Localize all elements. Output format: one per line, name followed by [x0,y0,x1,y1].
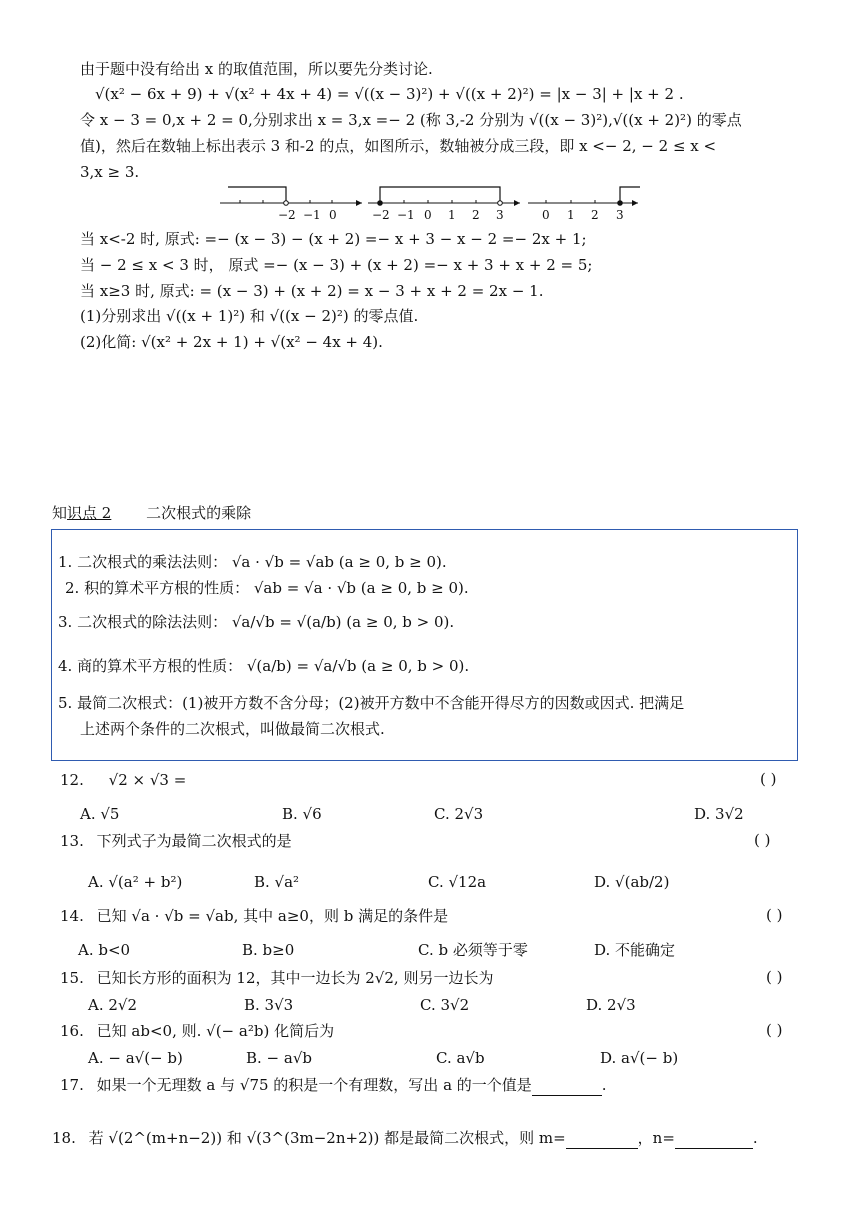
option-c[interactable]: C. b 必须等于零 [418,941,528,959]
section-title-suffix: 二次根式的乘除 [146,504,252,522]
intro-line-3c: 3,x ≥ 3. [80,163,140,181]
rule-3: 3. 二次根式的除法法则： √a/√b = √(a/b) (a ≥ 0, b > 0). [58,613,455,631]
option-d[interactable]: D. a√(− b) [600,1049,679,1067]
answer-blank[interactable] [532,1075,602,1096]
question-18 [52,1128,758,1149]
rule-1: 1. 二次根式的乘法法则： √a · √b = √ab (a ≥ 0, b ≥ 0). [58,553,447,571]
question-stem: 如果一个无理数 a 与 √75 的积是一个有理数，写出 a 的一个值是 [96,1076,532,1094]
option-a[interactable]: A. 2√2 [88,996,138,1014]
intro-line-3a: 令 x − 3 = 0,x + 2 = 0,分别求出 x = 3,x =− 2 (称 3,-2 分别为 √((x − 3)²),√((x + 2)²) 的零点 [80,111,742,129]
rule-4: 4. 商的算术平方根的性质： √(a/b) = √a/√b (a ≥ 0, b > 0). [58,657,470,675]
question-stem: 已知 √a · √b = √ab, 其中 a≥0，则 b 满足的条件是 [96,907,449,925]
exercise-q1: (1)分别求出 √((x + 1)²) 和 √((x − 2)²) 的零点值. [80,307,419,325]
intro-line-2: √(x² − 6x + 9) + √(x² + 4x + 4) = √((x − 3)²) + √((x + 2)²) = |x − 3| + |x + 2 . [95,85,684,103]
number-line-a [220,187,362,222]
option-a[interactable]: A. √(a² + b²) [88,873,183,891]
option-d[interactable]: D. 3√2 [694,805,744,823]
question-17 [60,1075,607,1096]
intro-line-3b: 值)，然后在数轴上标出表示 3 和-2 的点，如图所示，数轴被分成三段，即 x <− 2, − 2 ≤ x < [80,137,717,155]
tick-label: 2 [472,208,480,222]
option-c[interactable]: C. 3√2 [420,996,470,1014]
number-line-figure [220,182,660,224]
tick-label: 1 [567,208,575,222]
option-b[interactable]: B. b≥0 [242,941,295,959]
option-a[interactable]: A. √5 [80,805,120,823]
number-line-c [528,187,640,222]
number-line-b [368,187,520,222]
question-15 [60,968,493,988]
option-a[interactable]: A. b<0 [78,941,131,959]
question-number: 17. [60,1076,84,1094]
answer-blank-m[interactable] [566,1128,638,1149]
question-number: 15. [60,969,84,987]
question-16 [60,1021,334,1041]
question-number: 14. [60,907,84,925]
exercise-q2: (2)化简: √(x² + 2x + 1) + √(x² − 4x + 4). [80,333,383,351]
answer-paren[interactable]: ( ) [766,1021,783,1039]
answer-paren[interactable]: ( ) [766,968,783,986]
question-tail: . [752,1129,758,1147]
option-b[interactable]: B. √6 [282,805,322,823]
tick-label: 1 [448,208,456,222]
question-tail: . [601,1076,607,1094]
answer-paren[interactable]: ( ) [760,770,777,788]
tick-label: −2 [278,208,296,222]
option-c[interactable]: C. a√b [436,1049,485,1067]
rule-5: 5. 最简二次根式：(1)被开方数不含分母；(2)被开方数中不含能开得尽方的因数或因式. 把满足 [58,694,685,712]
option-d[interactable]: D. 不能确定 [594,941,676,959]
option-c[interactable]: C. 2√3 [434,805,484,823]
question-14 [60,906,448,926]
section-title-underlined: 识点 2 [67,504,112,522]
tick-label: 3 [616,208,624,222]
option-c[interactable]: C. √12a [428,873,487,891]
question-stem: √2 × √3 = [108,771,187,789]
tick-label: −2 [372,208,390,222]
question-number: 18. [52,1129,76,1147]
tick-label: 0 [424,208,432,222]
tick-label: −1 [303,208,321,222]
option-b[interactable]: B. − a√b [246,1049,312,1067]
question-number: 12. [60,771,84,789]
option-d[interactable]: D. √(ab/2) [594,873,670,891]
question-stem: 已知 ab<0, 则. √(− a²b) 化简后为 [96,1022,335,1040]
case-2: 当 − 2 ≤ x < 3 时， 原式 =− (x − 3) + (x + 2) =− x + 3 + x + 2 = 5; [80,256,593,274]
option-a[interactable]: A. − a√(− b) [88,1049,183,1067]
question-number: 16. [60,1022,84,1040]
question-stem: 已知长方形的面积为 12，其中一边长为 2√2, 则另一边长为 [96,969,494,987]
question-stem: 若 √(2^(m+n−2)) 和 √(3^(3m−2n+2)) 都是最简二次根式，则 m= [88,1129,566,1147]
question-12 [60,770,186,790]
tick-label: −1 [397,208,415,222]
intro-line-1: 由于题中没有给出 x 的取值范围，所以要先分类讨论. [80,60,433,78]
case-3: 当 x≥3 时, 原式: = (x − 3) + (x + 2) = x − 3 + x + 2 = 2x − 1. [80,282,544,300]
section-title-prefix: 知 [52,504,68,522]
option-b[interactable]: B. 3√3 [244,996,294,1014]
question-number: 13. [60,832,84,850]
option-d[interactable]: D. 2√3 [586,996,636,1014]
rule-2: 2. 积的算术平方根的性质： √ab = √a · √b (a ≥ 0, b ≥ 0). [65,579,469,597]
answer-paren[interactable]: ( ) [766,906,783,924]
answer-blank-n[interactable] [675,1128,753,1149]
answer-paren[interactable]: ( ) [754,831,771,849]
case-1: 当 x<-2 时, 原式: =− (x − 3) − (x + 2) =− x + 3 − x − 2 =− 2x + 1; [80,230,587,248]
question-stem: 下列式子为最简二次根式的是 [96,832,292,850]
rule-5-cont: 上述两个条件的二次根式，叫做最简二次根式. [80,720,385,738]
tick-label: 0 [329,208,337,222]
tick-label: 2 [591,208,599,222]
section-title [52,503,251,523]
tick-label: 3 [496,208,504,222]
question-13 [60,831,292,851]
tick-label: 0 [542,208,550,222]
option-b[interactable]: B. √a² [254,873,300,891]
question-mid: ，n= [637,1129,675,1147]
